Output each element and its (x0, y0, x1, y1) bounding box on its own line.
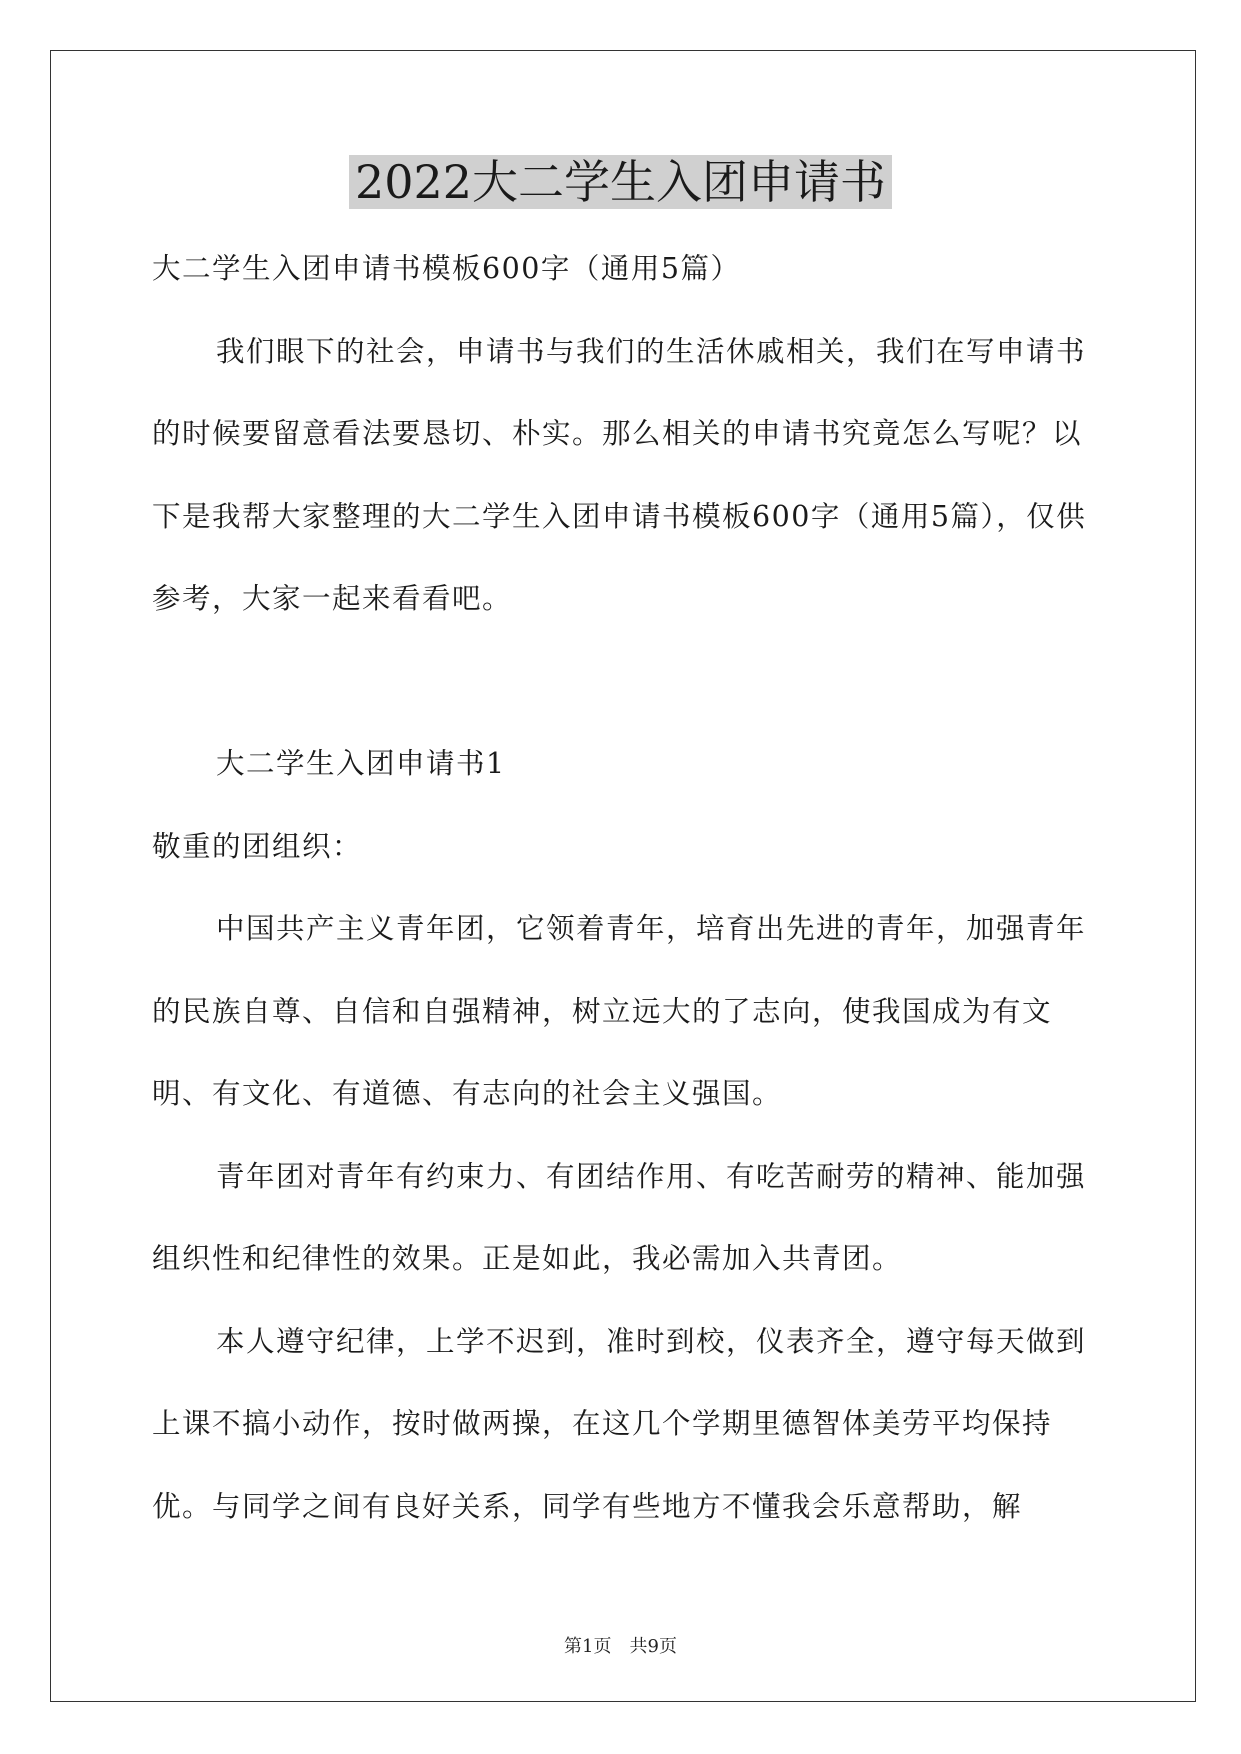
intro-paragraph: 我们眼下的社会，申请书与我们的生活休戚相关，我们在写申请书的时候要留意看法要恳切、朴实。那么相关的申请书究竟怎么写呢？以下是我帮大家整理的大二学生入团申请书模板600字（通用5篇），仅供参考，大家一起来看看吧。 (152, 334, 1087, 615)
body-paragraph: 青年团对青年有约束力、有团结作用、有吃苦耐劳的精神、能加强组织性和纪律性的效果。正是如此，我必需加入共青团。 (152, 1159, 1087, 1275)
document-subtitle: 大二学生入团申请书模板600字（通用5篇） (152, 252, 741, 285)
document-title (0, 150, 1241, 214)
page-footer (0, 1632, 1241, 1658)
document-title-text: 2022大二学生入团申请书 (349, 155, 892, 209)
blank-line (152, 641, 1092, 724)
body-paragraph: 中国共产主义青年团，它领着青年，培育出先进的青年，加强青年的民族自尊、自信和自强精神，树立远大的了志向，使我国成为有文明、有文化、有道德、有志向的社会主义强国。 (152, 912, 1087, 1110)
body-paragraph: 本人遵守纪律，上学不迟到，准时到校，仪表齐全，遵守每天做到上课不搞小动作，按时做两操，在这几个学期里德智体美劳平均保持优。与同学之间有良好关系，同学有些地方不懂我会乐意帮助，解 (152, 1324, 1087, 1523)
document-body (152, 228, 1092, 1548)
salutation: 敬重的团组织： (152, 829, 363, 863)
section-heading: 大二学生入团申请书1 (216, 747, 506, 780)
page-number: 第1页 共9页 (564, 1636, 677, 1657)
